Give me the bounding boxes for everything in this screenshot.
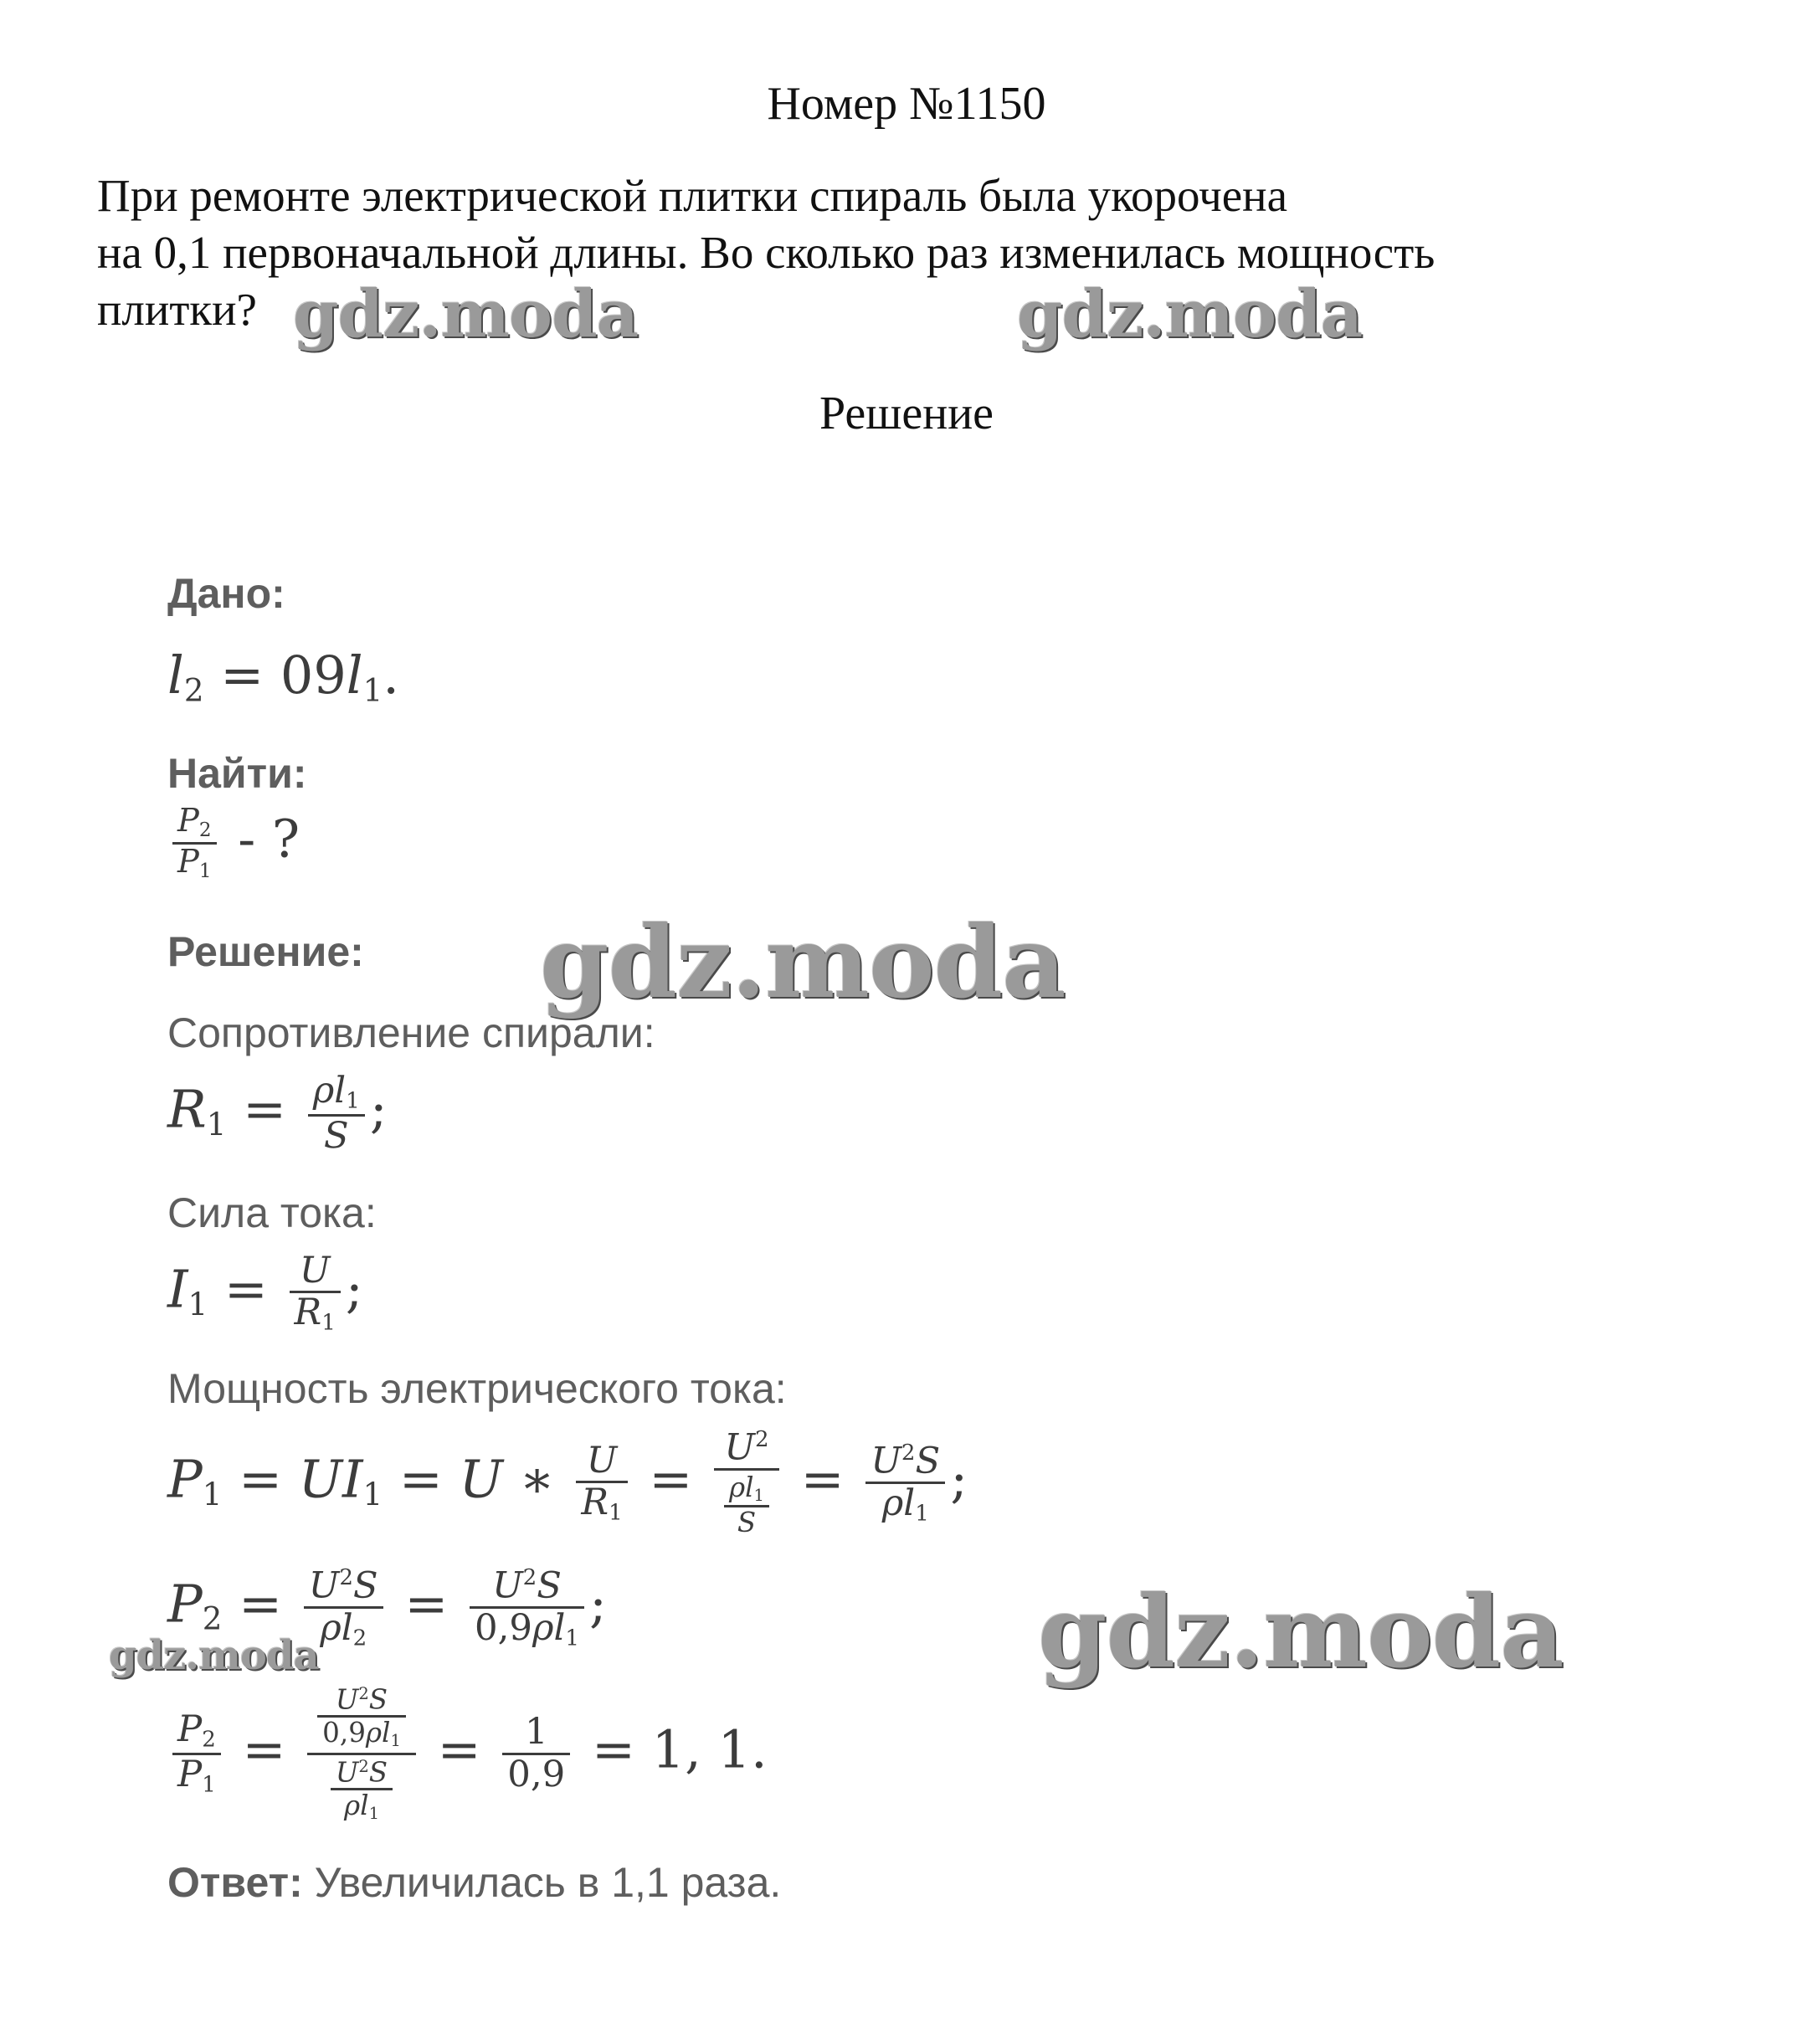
resistance-formula: $R_1$ = $\frac{\rho l_1}{S}$ ;: [167, 1070, 388, 1157]
answer-text: Увеличилась в 1,1 раза.: [302, 1859, 782, 1906]
watermark: gdz.moda: [1017, 276, 1363, 352]
problem-line: плитки?: [97, 284, 257, 335]
answer-label: Ответ:: [167, 1859, 303, 1906]
resistance-label: Сопротивление спирали:: [167, 1009, 655, 1056]
answer-line: [167, 1858, 781, 1907]
solution-heading: Решение: [819, 388, 994, 439]
current-label: Сила тока:: [167, 1189, 377, 1236]
problem-line: на 0,1 первоначальной длины. Во сколько раз изменилась мощность: [97, 227, 1436, 278]
ratio-formula: $\frac{P_2}{P_1}$ = $\frac{\frac{U^2S}{0,9\rho l_1}}{\frac{U^2S}{\rho l_1}}$ = $\frac{1}{0,9}$ = 1, 1.: [167, 1682, 768, 1825]
watermark: gdz.moda: [540, 904, 1066, 1020]
power-formula-2: $P_2$ = $\frac{U^2S}{\rho l_2}$ = $\frac{U^2S}{0,9\rho l_1}$ ;: [167, 1564, 607, 1651]
power-formula-1: $P_1 = UI_1 = U$ ∗ $\frac{U}{R_1}$ = $\frac{U^2}{\frac{\rho l_1}{S}}$ = $\frac{U^2S}{\rho l_1}$ ;: [167, 1426, 968, 1539]
page-title: Номер №1150: [767, 78, 1046, 130]
problem-line: При ремонте электрической плитки спираль была укорочена: [97, 170, 1287, 221]
solution-label: Решение:: [167, 928, 364, 975]
watermark: gdz.moda: [293, 276, 639, 352]
given-formula: $l_2 = 09l_1$.: [167, 645, 400, 709]
watermark: gdz.moda: [1038, 1574, 1564, 1690]
given-label: Дано:: [167, 570, 285, 617]
find-label: Найти:: [167, 750, 307, 797]
watermark: gdz.moda: [109, 1632, 319, 1679]
find-formula: $\frac{P_2}{P_1}$ - ?: [167, 804, 300, 883]
power-label: Мощность электрического тока:: [167, 1365, 787, 1412]
current-formula: $I_1$ = $\frac{U}{R_1}$ ;: [167, 1250, 363, 1336]
